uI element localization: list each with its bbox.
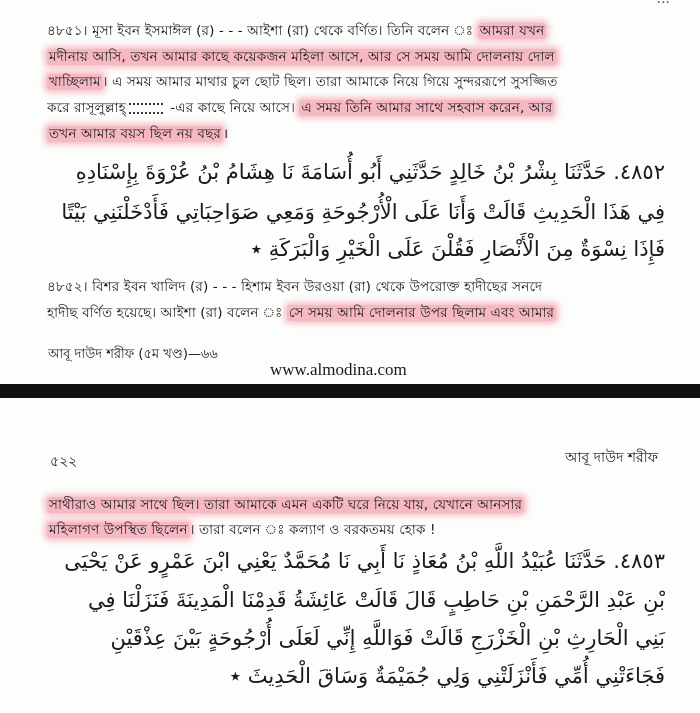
- hadith-4853-arabic-line-3: بَنِي الْحَارِثِ بْنِ الْخَزْرَجِ قَالَتْ فَوَاللَّهِ إِنِّي لَعَلَى أُرْجُوحَةٍ بَيْنَ عِذْقَيْنِ: [110, 626, 665, 650]
- footer-url[interactable]: www.almodina.com: [270, 360, 407, 379]
- hadith-4852-arabic-line-3: فَإِذَا نِسْوَةٌ مِنَ الْأَنْصَارِ فَقُلْنَ عَلَى الْخَيْرِ وَالْبَرَكَةِ ٭: [250, 237, 665, 261]
- continued-line-1: [47, 494, 524, 517]
- page-divider: [0, 384, 700, 398]
- hadith-4851-line-2: [47, 46, 557, 69]
- salutation-symbol-icon: [129, 103, 163, 114]
- highlight: সাথীরাও আমার সাথে ছিল। তারা আমাকে এমন একটি ঘরে নিয়ে যায়, যেখানে আনসার: [49, 497, 523, 513]
- hadith-4853-arabic-line-1: ٤٨٥٣. حَدَّثَنَا عُبَيْدُ اللَّهِ بْنُ مُعَاذٍ نَا أَبِي نَا مُحَمَّدٌ يَعْنِي ابْنَ عَمْرٍو عَنْ يَحْيَى: [64, 549, 665, 573]
- hadith-4851-line-4: করে রাসূলুল্লাহ্ -এর কাছে নিয়ে আসে। এ সময় তিনি আমার সাথে সহবাস করেন, আর: [47, 100, 553, 116]
- highlight: মহিলাগণ উপস্থিত ছিলেন: [49, 522, 188, 538]
- highlight: খাচ্ছিলাম: [49, 74, 101, 90]
- highlight: তখন আমার বয়স ছিল নয় বছর: [49, 126, 221, 142]
- torn-top-edge: [0, 0, 700, 12]
- highlight: সে সময় আমি দোলনার উপর ছিলাম এবং আমার: [288, 305, 555, 321]
- highlight: মদীনায় আসি, তখন আমার কাছে কয়েকজন মহিলা আসে, আর সে সময় আমি দোলনায় দোল: [49, 49, 555, 65]
- hadith-4852-line-2: হাদীছ বর্ণিত হয়েছে। আইশা (রা) বলেন ঃ সে সময় আমি দোলনার উপর ছিলাম এবং আমার: [47, 305, 555, 321]
- continued-line-2: মহিলাগণ উপস্থিত ছিলেন । তারা বলেন ঃ কল্যাণ ও বরকতময় হোক !: [49, 522, 436, 538]
- hadith-4852-arabic-line-1: ٤٨٥٢. حَدَّثَنَا بِشْرُ بْنُ خَالِدٍ حَدَّثَنِي أَبُو أُسَامَةَ نَا هِشَامُ بْنُ عُرْوَةَ بِإِسْنَادِهِ: [75, 160, 665, 184]
- hadith-4852-arabic-line-2: فِي هَذَا الْحَدِيثِ قَالَتْ وَأَنَا عَلَى الْأُرْجُوحَةِ وَمَعِي صَوَاحِبَاتِي فَأَدْخَلْنَنِي بَيْتًا: [61, 200, 665, 224]
- hadith-4852-line-1: ৪৮৫২। বিশর ইবন খালিদ (র) - - - হিশাম ইবন উরওয়া (রা) থেকে উপরোক্ত হাদীছের সনদে: [47, 279, 543, 295]
- hadith-4853-arabic-line-4: فَجَاءَتْنِي أُمِّي فَأَنْزَلَتْنِي وَلِي جُمَيْمَةٌ وَسَاقَ الْحَدِيثَ ٭: [229, 664, 665, 688]
- page-number: ৫২২: [50, 454, 78, 470]
- highlight: আমরা যখন: [479, 23, 545, 39]
- hadith-4851-line-5: তখন আমার বয়স ছিল নয় বছর ।: [49, 126, 229, 142]
- highlight: এ সময় তিনি আমার সাথে সহবাস করেন, আর: [301, 100, 553, 116]
- hadith-4853-arabic-line-2: بْنِ عَبْدِ الرَّحْمَنِ بْنِ حَاطِبٍ قَالَ قَالَتْ عَائِشَةُ قَدِمْنَا الْمَدِينَةَ فَنَزَلْنَا فِي: [87, 588, 665, 612]
- footer-book-title: আবূ দাউদ শরীফ (৫ম খণ্ড)—৬৬: [48, 347, 218, 362]
- hadith-4851-line-1: ৪৮৫১। মূসা ইবন ইসমাঈল (র) - - - আইশা (রা) থেকে বর্ণিত। তিনি বলেন ঃ আমরা যখন: [47, 23, 545, 39]
- bottom-page: [0, 398, 700, 713]
- hadith-4851-line-3: খাচ্ছিলাম । এ সময় আমার মাথার চুল ছোট ছিল। তারা আমাকে নিয়ে গিয়ে সুন্দররূপে সুসজ্জিত: [49, 74, 558, 90]
- book-title-header: আবূ দাউদ শরীফ: [565, 450, 658, 466]
